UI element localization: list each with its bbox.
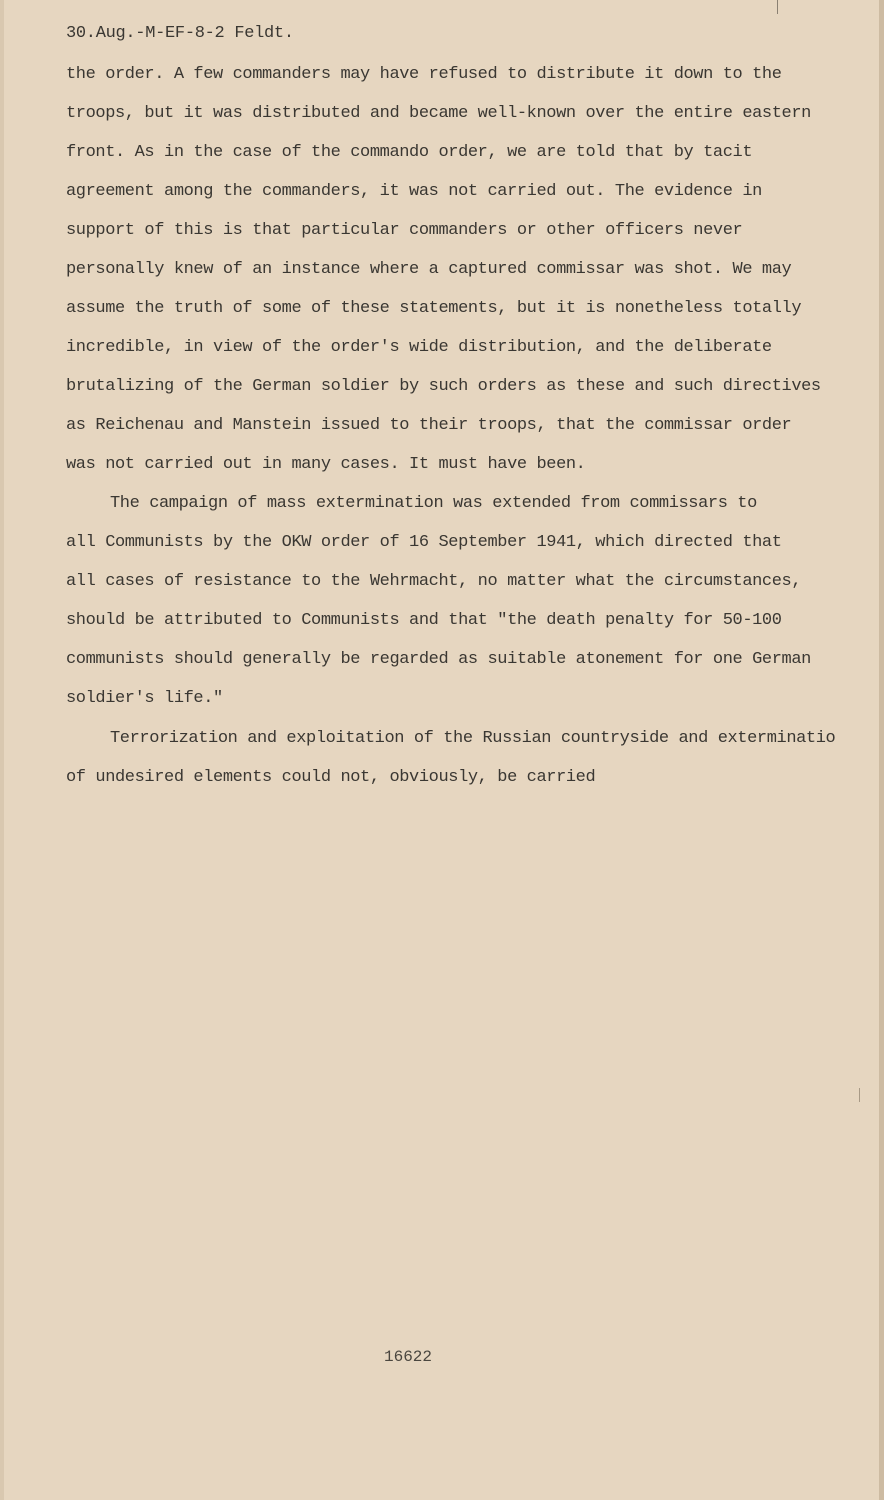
text-line: Terrorization and exploitation of the Russian countryside and exterminatio	[110, 729, 836, 748]
document-header: 30.Aug.-M-EF-8-2 Feldt.	[66, 24, 294, 43]
text-line: assume the truth of some of these statements, but it is nonetheless totally	[66, 299, 802, 318]
text-line: communists should generally be regarded as suitable atonement for one German	[66, 650, 811, 669]
text-line: front. As in the case of the commando order, we are told that by tacit	[66, 143, 753, 162]
text-line: the order. A few commanders may have refused to distribute it down to the	[66, 65, 782, 84]
text-line: as Reichenau and Manstein issued to their troops, that the commissar order	[66, 416, 792, 435]
margin-mark	[859, 1088, 860, 1102]
text-line: all Communists by the OKW order of 16 September 1941, which directed that	[66, 533, 782, 552]
text-line: personally knew of an instance where a captured commissar was shot. We may	[66, 260, 792, 279]
text-line: soldier's life."	[66, 689, 223, 708]
text-line: should be attributed to Communists and that "the death penalty for 50-100	[66, 611, 782, 630]
page-number: 16622	[384, 1348, 433, 1366]
text-line: of undesired elements could not, obviously, be carried	[66, 768, 596, 787]
text-line: support of this is that particular commanders or other officers never	[66, 221, 743, 240]
margin-mark	[777, 0, 778, 14]
text-line: incredible, in view of the order's wide distribution, and the deliberate	[66, 338, 772, 357]
text-line: was not carried out in many cases. It must have been.	[66, 455, 586, 474]
text-line: agreement among the commanders, it was not carried out. The evidence in	[66, 182, 762, 201]
text-line: troops, but it was distributed and became well-known over the entire eastern	[66, 104, 811, 123]
text-line: all cases of resistance to the Wehrmacht, no matter what the circumstances,	[66, 572, 802, 591]
text-line: brutalizing of the German soldier by such orders as these and such directives	[66, 377, 821, 396]
text-line: The campaign of mass extermination was extended from commissars to	[110, 494, 757, 513]
